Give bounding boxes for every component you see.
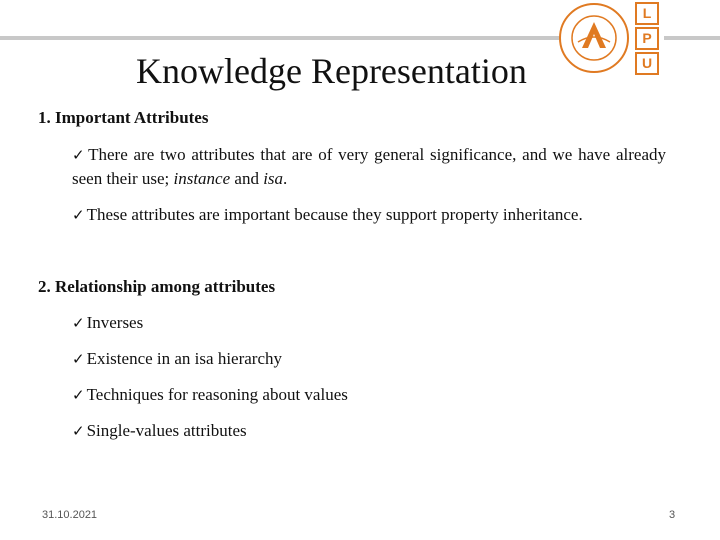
checkmark-icon: ✓ — [72, 314, 85, 332]
bullet-emphasis-instance: instance — [173, 169, 231, 188]
checkmark-icon: ✓ — [72, 146, 87, 164]
bullet-text: Inverses — [86, 313, 144, 332]
university-seal-logo — [558, 2, 630, 74]
checkmark-icon: ✓ — [72, 386, 85, 404]
bullet-item — [72, 203, 692, 227]
slide-title: Knowledge Representation — [136, 51, 527, 91]
checkmark-icon: ✓ — [72, 206, 85, 224]
bullet-item — [72, 419, 247, 443]
bullet-text: and — [230, 169, 264, 188]
logo-letter-p: P — [635, 27, 659, 50]
logo-letter-l: L — [635, 2, 659, 25]
footer-date: 31.10.2021 — [42, 509, 98, 521]
bullet-emphasis-isa: isa — [263, 169, 284, 188]
logo-letter-u: U — [635, 52, 659, 75]
bullet-text: Existence in an isa hierarchy — [86, 349, 282, 368]
bullet-item — [72, 143, 666, 191]
bullet-item — [72, 311, 143, 335]
bullet-text: Techniques for reasoning about values — [86, 385, 348, 404]
bullet-item — [72, 347, 282, 371]
bullet-text: . — [283, 169, 288, 188]
bullet-text: Single-values attributes — [86, 421, 247, 440]
bullet-text: There are two attributes that are of very general significance, and we have already seen their use; — [72, 145, 666, 188]
checkmark-icon: ✓ — [72, 422, 85, 440]
top-rule-left — [0, 36, 562, 40]
checkmark-icon: ✓ — [72, 350, 85, 368]
bullet-item — [72, 383, 348, 407]
top-rule-right — [664, 36, 720, 40]
section-heading-2: 2. Relationship among attributes — [38, 277, 276, 296]
bullet-text: These attributes are important because they support property inheritance. — [86, 205, 583, 224]
section-heading-1: 1. Important Attributes — [38, 108, 209, 127]
page-number: 3 — [669, 509, 676, 521]
lpu-logo — [635, 2, 659, 77]
